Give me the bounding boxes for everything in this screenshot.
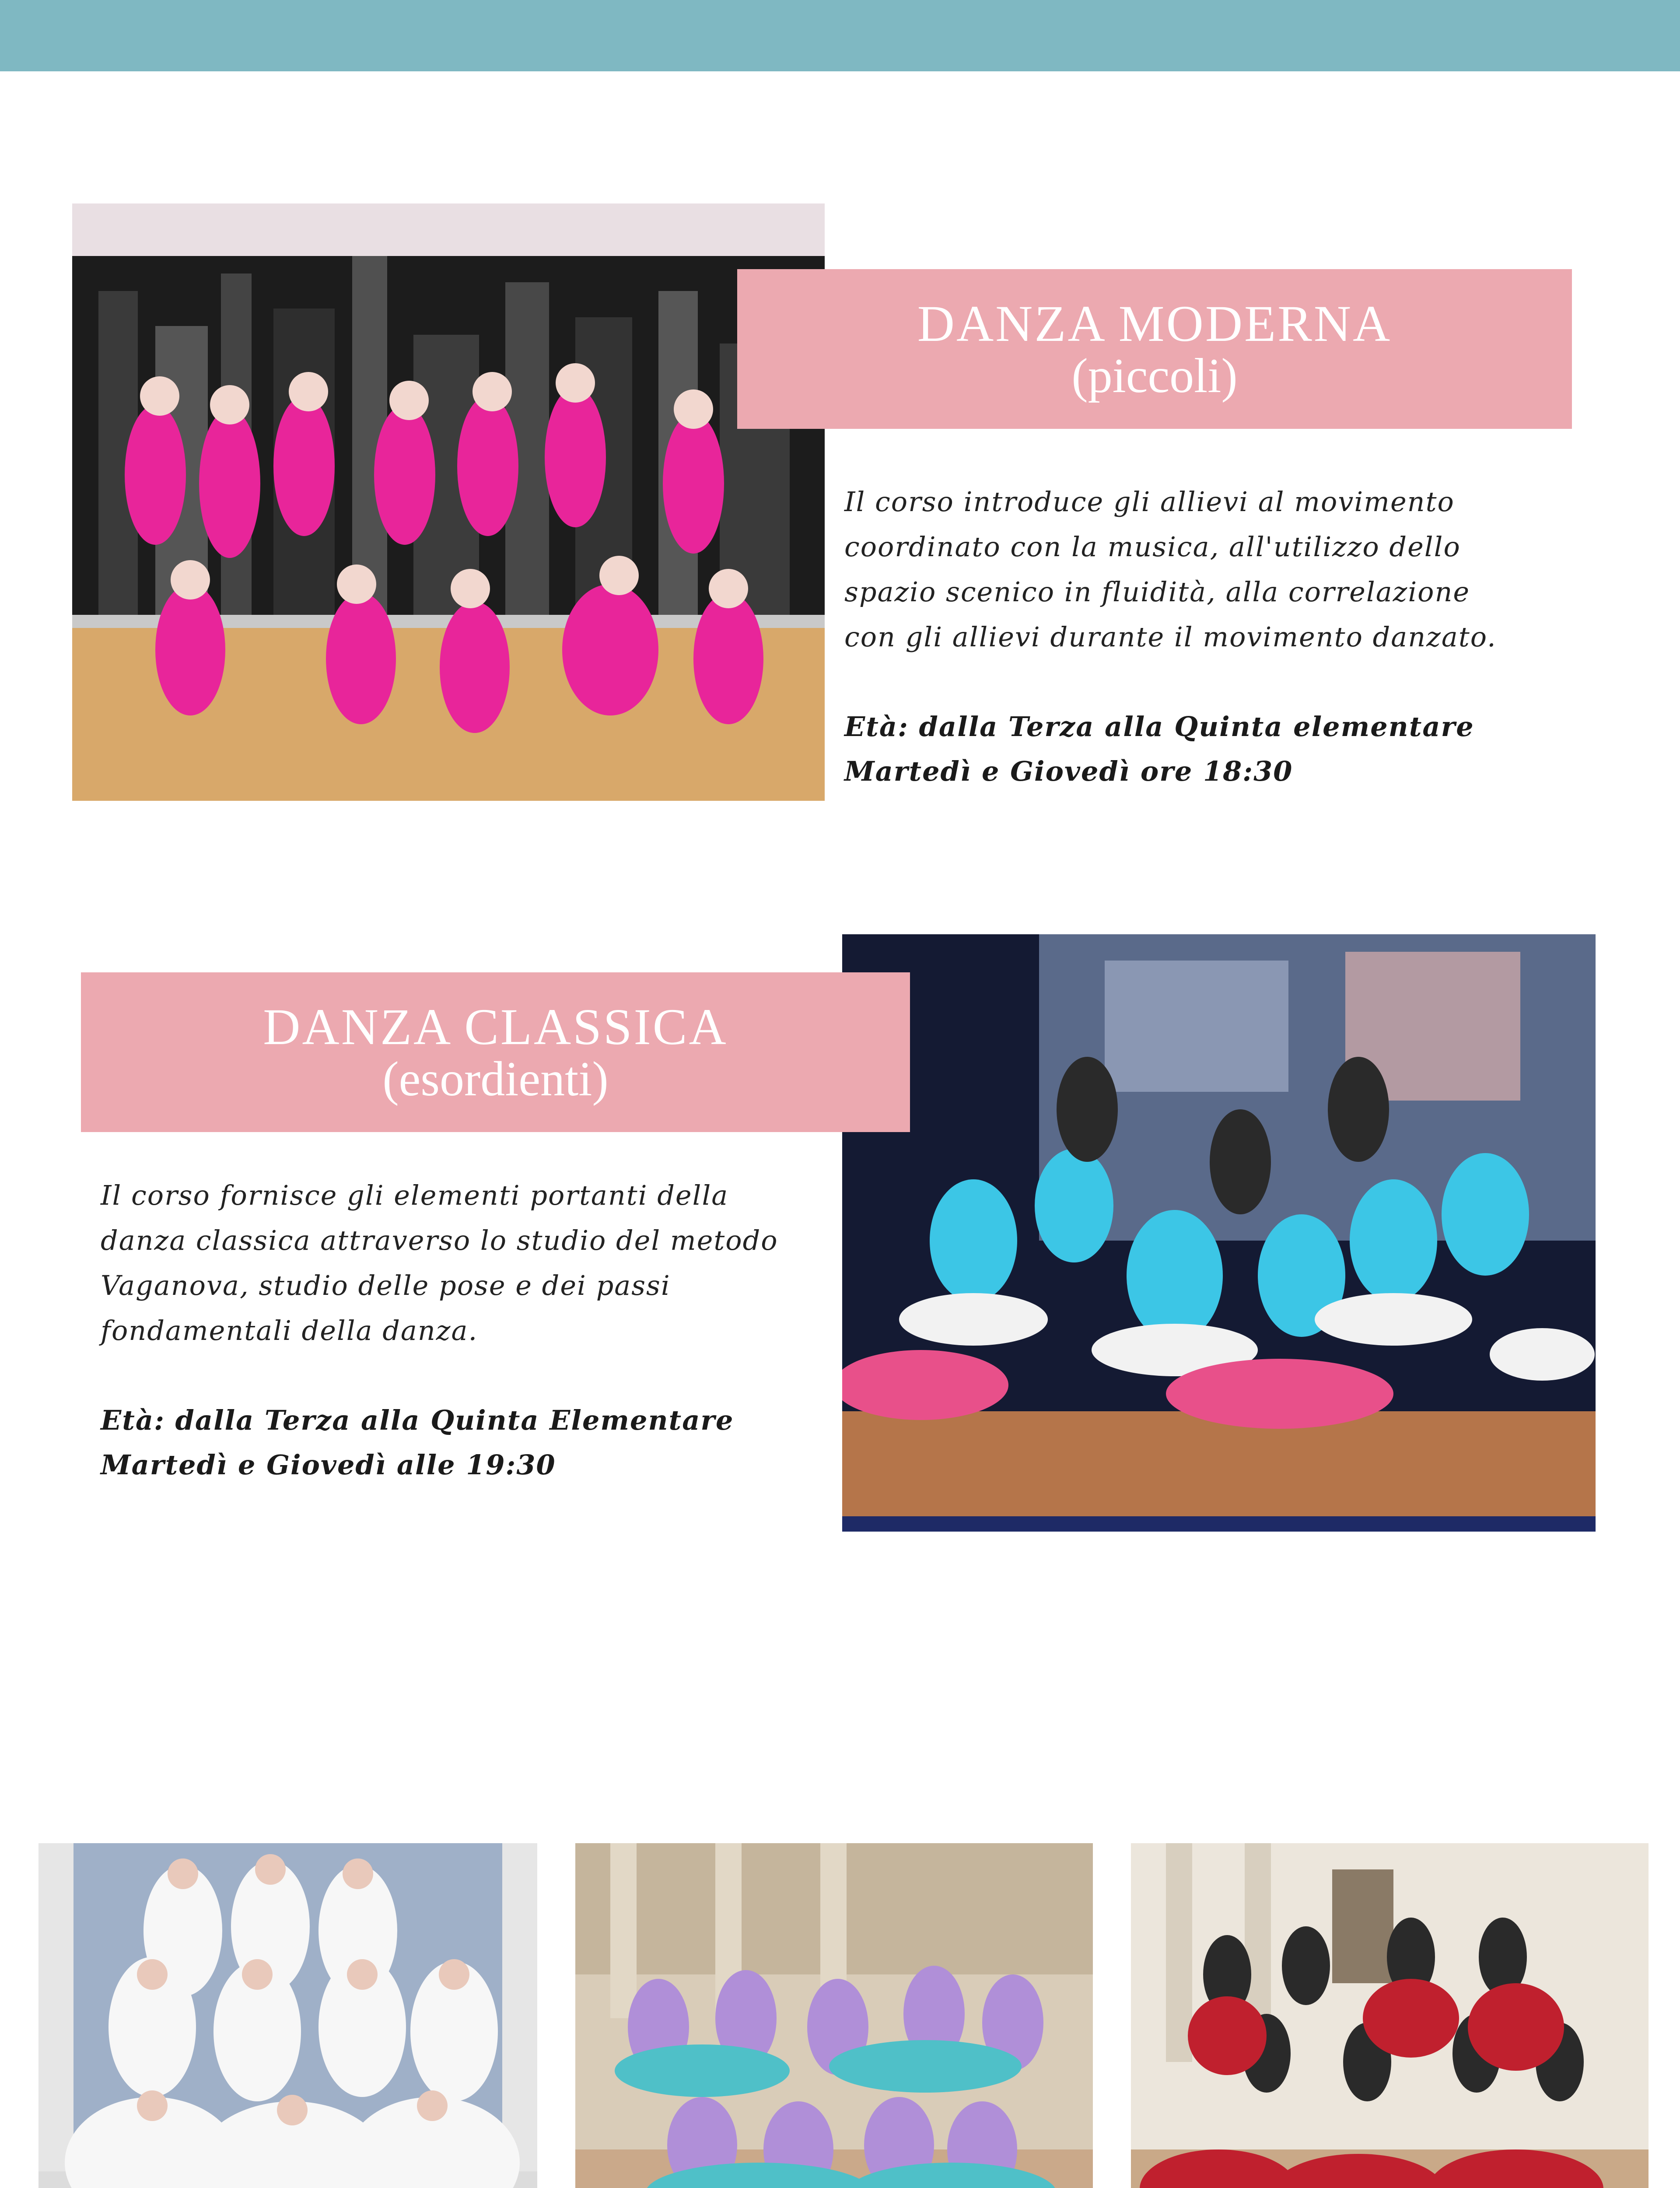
photo-classical-dance-stage: [842, 934, 1596, 1532]
description-line: spazio scenico in fluidità, alla correlazione: [844, 576, 1470, 608]
top-band: [0, 0, 1680, 71]
section-info-classica: [101, 1398, 840, 1487]
description-line: Il corso fornisce gli elementi portanti della: [101, 1179, 729, 1211]
photo-modern-dance-group: [72, 203, 825, 801]
description-line: coordinato con la musica, all'utilizzo dello: [844, 531, 1461, 563]
photo-lilac-tutu-group: [575, 1843, 1093, 2188]
section-subtitle: (piccoli): [1071, 348, 1238, 403]
section-description-moderna: [844, 479, 1632, 659]
section-subtitle: (esordienti): [382, 1052, 609, 1106]
photo-red-skirt-group: [1131, 1843, 1648, 2188]
description-line: Il corso introduce gli allievi al movimento: [844, 486, 1455, 518]
photo-white-tutu-group: [38, 1843, 537, 2188]
description-line: danza classica attraverso lo studio del metodo: [101, 1224, 778, 1256]
section-title: DANZA MODERNA: [917, 295, 1392, 352]
description-line: fondamentali della danza.: [101, 1315, 478, 1346]
section-description-classica: [101, 1173, 840, 1353]
section-title-box-classica: [81, 972, 910, 1132]
schedule-info: Martedì e Giovedì ore 18:30: [844, 755, 1293, 787]
age-info: Età: dalla Terza alla Quinta elementare: [844, 711, 1474, 743]
description-line: Vaganova, studio delle pose e dei passi: [101, 1269, 671, 1301]
description-line: con gli allievi durante il movimento danzato.: [844, 621, 1497, 653]
age-info: Età: dalla Terza alla Quinta Elementare: [101, 1404, 734, 1436]
schedule-info: Martedì e Giovedì alle 19:30: [101, 1449, 556, 1481]
section-title-box-moderna: [737, 269, 1572, 429]
section-info-moderna: [844, 705, 1641, 794]
section-title: DANZA CLASSICA: [263, 998, 728, 1055]
